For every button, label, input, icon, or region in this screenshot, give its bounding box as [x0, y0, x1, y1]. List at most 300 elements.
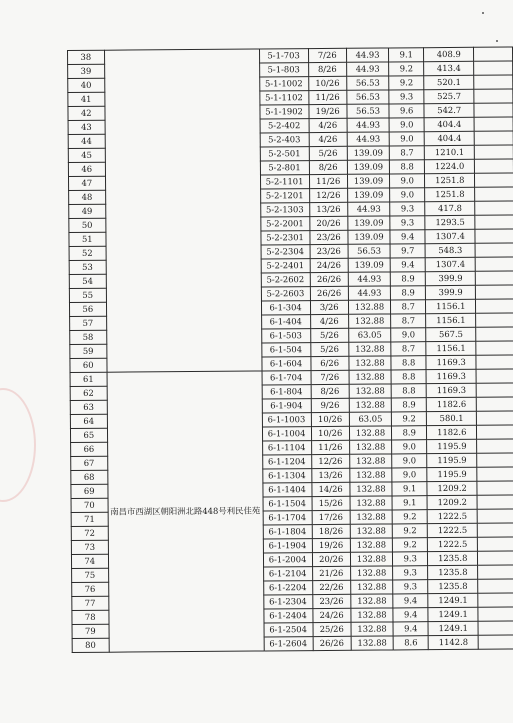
- unit-number: 6-1-2004: [263, 553, 312, 567]
- floor-ratio: 20/26: [312, 552, 350, 566]
- floor-ratio: 18/26: [312, 524, 350, 538]
- rate-value: 9.3: [393, 566, 428, 580]
- floor-ratio: 15/26: [312, 496, 350, 510]
- rate-value: 9.2: [392, 524, 427, 538]
- total-value: 1182.6: [427, 425, 477, 439]
- area-value: 44.93: [348, 286, 391, 300]
- row-number: 62: [70, 386, 107, 400]
- row-number: 67: [71, 456, 108, 470]
- row-number: 49: [69, 204, 106, 218]
- unit-number: 5-2-2001: [260, 217, 309, 231]
- floor-ratio: 23/26: [312, 594, 350, 608]
- floor-ratio: 4/26: [309, 118, 347, 132]
- total-value: 1222.5: [427, 523, 477, 537]
- floor-ratio: 12/26: [309, 188, 347, 202]
- rate-value: 8.8: [390, 160, 425, 174]
- unit-number: 5-2-1101: [260, 175, 309, 189]
- area-value: 44.93: [348, 272, 391, 286]
- empty-cell: [478, 523, 513, 537]
- floor-ratio: 26/26: [310, 272, 348, 286]
- rate-value: 9.3: [390, 216, 425, 230]
- area-value: 56.53: [347, 90, 390, 104]
- row-number: 57: [70, 316, 107, 330]
- unit-number: 6-1-1304: [262, 469, 311, 483]
- unit-number: 6-1-1404: [262, 483, 311, 497]
- empty-cell: [478, 537, 513, 551]
- empty-cell: [476, 285, 513, 299]
- rate-value: 9.2: [389, 62, 424, 76]
- floor-ratio: 5/26: [310, 328, 348, 342]
- total-value: 1235.8: [428, 565, 478, 579]
- empty-cell: [478, 565, 513, 579]
- empty-cell: [477, 495, 513, 509]
- row-number: 40: [68, 78, 105, 92]
- floor-ratio: 24/26: [310, 258, 348, 272]
- rate-value: 9.1: [389, 48, 424, 62]
- location-cell: 南昌市西湖区朝阳洲北路448号利民佳苑: [107, 371, 264, 652]
- row-number: 72: [71, 526, 108, 540]
- total-value: 1209.2: [427, 481, 477, 495]
- total-value: 404.4: [424, 117, 474, 131]
- rate-value: 9.0: [390, 188, 425, 202]
- empty-cell: [475, 257, 513, 271]
- total-value: 1251.8: [425, 173, 475, 187]
- rate-value: 9.2: [392, 412, 427, 426]
- empty-cell: [477, 481, 513, 495]
- total-value: 525.7: [424, 89, 474, 103]
- unit-number: 6-1-1204: [262, 455, 311, 469]
- total-value: 1209.2: [427, 495, 477, 509]
- area-value: 132.88: [350, 580, 393, 594]
- total-value: 1224.0: [425, 159, 475, 173]
- row-number: 43: [68, 120, 105, 134]
- area-value: 132.88: [350, 552, 393, 566]
- row-number: 76: [72, 582, 109, 596]
- total-value: 1156.1: [426, 341, 476, 355]
- rate-value: 9.3: [393, 552, 428, 566]
- unit-number: 6-1-2104: [263, 567, 312, 581]
- rate-value: 9.0: [392, 468, 427, 482]
- empty-cell: [474, 61, 513, 75]
- floor-ratio: 19/26: [312, 538, 350, 552]
- rate-value: 9.0: [392, 440, 427, 454]
- rate-value: 9.1: [392, 496, 427, 510]
- area-value: 132.88: [350, 482, 393, 496]
- area-value: 132.88: [350, 524, 393, 538]
- empty-cell: [478, 635, 513, 649]
- rate-value: 9.2: [392, 510, 427, 524]
- empty-cell: [475, 159, 513, 173]
- total-value: 1169.3: [426, 369, 476, 383]
- area-value: 56.53: [347, 104, 390, 118]
- empty-cell: [477, 467, 513, 481]
- unit-number: 6-1-404: [261, 315, 310, 329]
- row-number: 46: [68, 162, 105, 176]
- area-value: 132.88: [351, 622, 394, 636]
- total-value: 1182.6: [426, 397, 476, 411]
- rate-value: 9.2: [393, 538, 428, 552]
- rate-value: 8.9: [392, 398, 427, 412]
- total-value: 1249.1: [428, 593, 478, 607]
- empty-cell: [478, 551, 513, 565]
- rate-value: 9.0: [391, 328, 426, 342]
- scan-speck: [496, 40, 498, 42]
- empty-cell: [478, 593, 513, 607]
- floor-ratio: 9/26: [311, 398, 349, 412]
- area-value: 132.88: [349, 356, 392, 370]
- unit-number: 6-1-1904: [263, 539, 312, 553]
- floor-ratio: 23/26: [310, 230, 348, 244]
- unit-number: 5-2-2304: [261, 245, 310, 259]
- rate-value: 9.4: [393, 622, 428, 636]
- rate-value: 9.6: [389, 104, 424, 118]
- empty-cell: [474, 103, 513, 117]
- rate-value: 9.0: [390, 174, 425, 188]
- row-number: 59: [70, 344, 107, 358]
- floor-ratio: 23/26: [310, 244, 348, 258]
- rate-value: 9.3: [393, 580, 428, 594]
- total-value: 1156.1: [426, 313, 476, 327]
- empty-cell: [477, 425, 513, 439]
- total-value: 399.9: [425, 271, 475, 285]
- floor-ratio: 5/26: [309, 146, 347, 160]
- area-value: 132.88: [351, 594, 394, 608]
- unit-number: 5-1-803: [259, 63, 308, 77]
- unit-number: 5-2-2603: [261, 287, 310, 301]
- empty-cell: [475, 145, 513, 159]
- row-number: 65: [70, 428, 107, 442]
- row-number: 70: [71, 498, 108, 512]
- area-value: 63.05: [348, 328, 391, 342]
- empty-cell: [474, 47, 513, 61]
- row-number: 69: [71, 484, 108, 498]
- rate-value: 8.6: [393, 636, 428, 650]
- area-value: 139.09: [347, 146, 390, 160]
- floor-ratio: 7/26: [311, 370, 349, 384]
- empty-cell: [476, 313, 513, 327]
- total-value: 408.9: [424, 47, 474, 61]
- row-number: 56: [69, 302, 106, 316]
- empty-cell: [477, 397, 513, 411]
- area-value: 132.88: [349, 370, 392, 384]
- area-value: 139.09: [347, 160, 390, 174]
- row-number: 39: [68, 64, 105, 78]
- unit-number: 5-2-501: [260, 147, 309, 161]
- floor-ratio: 13/26: [311, 468, 349, 482]
- row-number: 54: [69, 274, 106, 288]
- row-number: 75: [72, 568, 109, 582]
- unit-number: 6-1-604: [261, 357, 310, 371]
- area-value: 132.88: [350, 496, 393, 510]
- area-value: 56.53: [346, 76, 389, 90]
- unit-number: 6-1-1003: [262, 413, 311, 427]
- floor-ratio: 10/26: [311, 412, 349, 426]
- empty-cell: [474, 75, 513, 89]
- total-value: 1169.3: [426, 355, 476, 369]
- row-number: 51: [69, 232, 106, 246]
- row-number: 74: [71, 554, 108, 568]
- total-value: 1235.8: [428, 551, 478, 565]
- total-value: 542.7: [424, 103, 474, 117]
- property-listing-table: [67, 46, 513, 652]
- scan-speck: [482, 12, 484, 14]
- total-value: 1169.3: [426, 383, 476, 397]
- area-value: 44.93: [347, 118, 390, 132]
- area-value: 44.93: [346, 48, 389, 62]
- area-value: 139.09: [348, 216, 391, 230]
- unit-number: 6-1-1004: [262, 427, 311, 441]
- floor-ratio: 17/26: [312, 510, 350, 524]
- area-value: 132.88: [349, 398, 392, 412]
- floor-ratio: 7/26: [308, 48, 346, 62]
- total-value: 1293.5: [425, 215, 475, 229]
- unit-number: 5-2-2401: [261, 259, 310, 273]
- location-cell-empty: [104, 49, 262, 372]
- area-value: 63.05: [349, 412, 392, 426]
- rate-value: 9.4: [393, 608, 428, 622]
- floor-ratio: 26/26: [313, 636, 351, 650]
- total-value: 1195.9: [427, 467, 477, 481]
- empty-cell: [474, 89, 513, 103]
- total-value: 1249.1: [428, 621, 478, 635]
- floor-ratio: 21/26: [312, 566, 350, 580]
- empty-cell: [475, 187, 513, 201]
- unit-number: 6-1-1504: [263, 497, 312, 511]
- empty-cell: [476, 271, 513, 285]
- total-value: 1251.8: [425, 187, 475, 201]
- row-number: 66: [71, 442, 108, 456]
- empty-cell: [478, 579, 513, 593]
- area-value: 132.88: [349, 440, 392, 454]
- empty-cell: [476, 355, 513, 369]
- empty-cell: [476, 383, 513, 397]
- unit-number: 6-1-704: [262, 371, 311, 385]
- empty-cell: [475, 243, 513, 257]
- rate-value: 8.9: [391, 286, 426, 300]
- floor-ratio: 8/26: [308, 62, 346, 76]
- empty-cell: [476, 369, 513, 383]
- row-number: 48: [69, 190, 106, 204]
- total-value: 1235.8: [428, 579, 478, 593]
- area-value: 56.53: [348, 244, 391, 258]
- area-value: 132.88: [350, 566, 393, 580]
- floor-ratio: 6/26: [310, 356, 348, 370]
- row-number: 38: [68, 50, 105, 64]
- row-number: 68: [71, 470, 108, 484]
- floor-ratio: 4/26: [309, 132, 347, 146]
- floor-ratio: 3/26: [310, 300, 348, 314]
- floor-ratio: 20/26: [309, 216, 347, 230]
- unit-number: 5-2-2301: [260, 231, 309, 245]
- floor-ratio: 19/26: [309, 104, 347, 118]
- area-value: 139.09: [347, 174, 390, 188]
- row-number: 79: [72, 624, 109, 638]
- unit-number: 5-1-1002: [259, 77, 308, 91]
- total-value: 1307.4: [425, 257, 475, 271]
- empty-cell: [475, 229, 513, 243]
- area-value: 132.88: [351, 636, 394, 650]
- total-value: 1222.5: [427, 509, 477, 523]
- area-value: 132.88: [350, 510, 393, 524]
- unit-number: 6-1-2404: [263, 609, 312, 623]
- row-number: 50: [69, 218, 106, 232]
- unit-number: 6-1-504: [261, 343, 310, 357]
- unit-number: 5-2-1201: [260, 189, 309, 203]
- total-value: 1156.1: [426, 299, 476, 313]
- row-number: 58: [70, 330, 107, 344]
- row-number: 45: [68, 148, 105, 162]
- row-number: 55: [69, 288, 106, 302]
- rate-value: 8.7: [391, 314, 426, 328]
- floor-ratio: 13/26: [309, 202, 347, 216]
- floor-ratio: 8/26: [309, 160, 347, 174]
- area-value: 132.88: [348, 300, 391, 314]
- empty-cell: [476, 327, 513, 341]
- total-value: 399.9: [426, 285, 476, 299]
- row-number: 73: [71, 540, 108, 554]
- unit-number: 6-1-503: [261, 329, 310, 343]
- rate-value: 9.0: [392, 454, 427, 468]
- unit-number: 5-2-402: [260, 119, 309, 133]
- rate-value: 9.4: [390, 230, 425, 244]
- floor-ratio: 4/26: [310, 314, 348, 328]
- floor-ratio: 11/26: [308, 90, 346, 104]
- floor-ratio: 12/26: [311, 454, 349, 468]
- total-value: 417.8: [425, 201, 475, 215]
- total-value: 413.4: [424, 61, 474, 75]
- total-value: 1210.1: [424, 145, 474, 159]
- unit-number: 5-2-1303: [260, 203, 309, 217]
- row-number: 42: [68, 106, 105, 120]
- unit-number: 6-1-2304: [263, 595, 312, 609]
- empty-cell: [478, 607, 513, 621]
- unit-number: 5-1-1102: [259, 91, 308, 105]
- row-number: 63: [70, 400, 107, 414]
- floor-ratio: 11/26: [309, 174, 347, 188]
- total-value: 1195.9: [427, 439, 477, 453]
- area-value: 139.09: [347, 188, 390, 202]
- empty-cell: [476, 341, 513, 355]
- empty-cell: [474, 131, 513, 145]
- unit-number: 6-1-1104: [262, 441, 311, 455]
- rate-value: 8.8: [391, 356, 426, 370]
- seal-stamp-fragment: [0, 388, 36, 502]
- empty-cell: [477, 411, 513, 425]
- row-number: 64: [70, 414, 107, 428]
- empty-cell: [478, 621, 513, 635]
- rate-value: 8.7: [391, 342, 426, 356]
- rate-value: 8.8: [391, 370, 426, 384]
- rate-value: 8.7: [391, 300, 426, 314]
- area-value: 132.88: [350, 538, 393, 552]
- unit-number: 6-1-304: [261, 301, 310, 315]
- area-value: 132.88: [349, 454, 392, 468]
- row-number: 53: [69, 260, 106, 274]
- area-value: 132.88: [348, 314, 391, 328]
- unit-number: 5-2-403: [260, 133, 309, 147]
- area-value: 44.93: [347, 132, 390, 146]
- floor-ratio: 11/26: [311, 440, 349, 454]
- empty-cell: [477, 453, 513, 467]
- floor-ratio: 14/26: [311, 482, 349, 496]
- empty-cell: [477, 439, 513, 453]
- rate-value: 8.9: [392, 426, 427, 440]
- rate-value: 9.4: [393, 594, 428, 608]
- floor-ratio: 24/26: [312, 608, 350, 622]
- total-value: 567.5: [426, 327, 476, 341]
- unit-number: 6-1-1704: [263, 511, 312, 525]
- rate-value: 9.2: [389, 76, 424, 90]
- rate-value: 9.0: [389, 132, 424, 146]
- row-number: 44: [68, 134, 105, 148]
- empty-cell: [477, 509, 513, 523]
- row-number: 80: [72, 638, 109, 652]
- unit-number: 6-1-804: [262, 385, 311, 399]
- area-value: 132.88: [351, 608, 394, 622]
- empty-cell: [475, 201, 513, 215]
- row-number: 47: [68, 176, 105, 190]
- unit-number: 6-1-2504: [264, 623, 313, 637]
- unit-number: 5-1-703: [259, 49, 308, 63]
- area-value: 139.09: [348, 258, 391, 272]
- row-number: 71: [71, 512, 108, 526]
- unit-number: 6-1-1804: [263, 525, 312, 539]
- area-value: 44.93: [347, 202, 390, 216]
- rate-value: 9.7: [390, 244, 425, 258]
- empty-cell: [474, 117, 513, 131]
- floor-ratio: 22/26: [312, 580, 350, 594]
- total-value: 520.1: [424, 75, 474, 89]
- area-value: 132.88: [349, 384, 392, 398]
- area-value: 132.88: [350, 468, 393, 482]
- total-value: 1195.9: [427, 453, 477, 467]
- rate-value: 8.9: [391, 272, 426, 286]
- row-number: 41: [68, 92, 105, 106]
- floor-ratio: 8/26: [311, 384, 349, 398]
- row-number: 60: [70, 358, 107, 372]
- total-value: 548.3: [425, 243, 475, 257]
- unit-number: 6-1-904: [262, 399, 311, 413]
- row-number: 77: [72, 596, 109, 610]
- unit-number: 5-2-2602: [261, 273, 310, 287]
- rate-value: 9.3: [390, 202, 425, 216]
- area-value: 139.09: [348, 230, 391, 244]
- rate-value: 9.3: [389, 90, 424, 104]
- row-number: 78: [72, 610, 109, 624]
- unit-number: 6-1-2604: [264, 637, 313, 651]
- row-number: 52: [69, 246, 106, 260]
- unit-number: 5-1-1902: [259, 105, 308, 119]
- empty-cell: [475, 215, 513, 229]
- total-value: 1222.5: [428, 537, 478, 551]
- total-value: 1307.4: [425, 229, 475, 243]
- total-value: 1142.8: [428, 635, 478, 649]
- unit-number: 5-2-801: [260, 161, 309, 175]
- rate-value: 9.1: [392, 482, 427, 496]
- unit-number: 6-1-2204: [263, 581, 312, 595]
- area-value: 44.93: [346, 62, 389, 76]
- rate-value: 9.4: [390, 258, 425, 272]
- area-value: 132.88: [349, 426, 392, 440]
- total-value: 404.4: [424, 131, 474, 145]
- empty-cell: [476, 299, 513, 313]
- floor-ratio: 10/26: [311, 426, 349, 440]
- empty-cell: [475, 173, 513, 187]
- row-number: 61: [70, 372, 107, 386]
- floor-ratio: 25/26: [313, 622, 351, 636]
- area-value: 132.88: [349, 342, 392, 356]
- total-value: 1249.1: [428, 607, 478, 621]
